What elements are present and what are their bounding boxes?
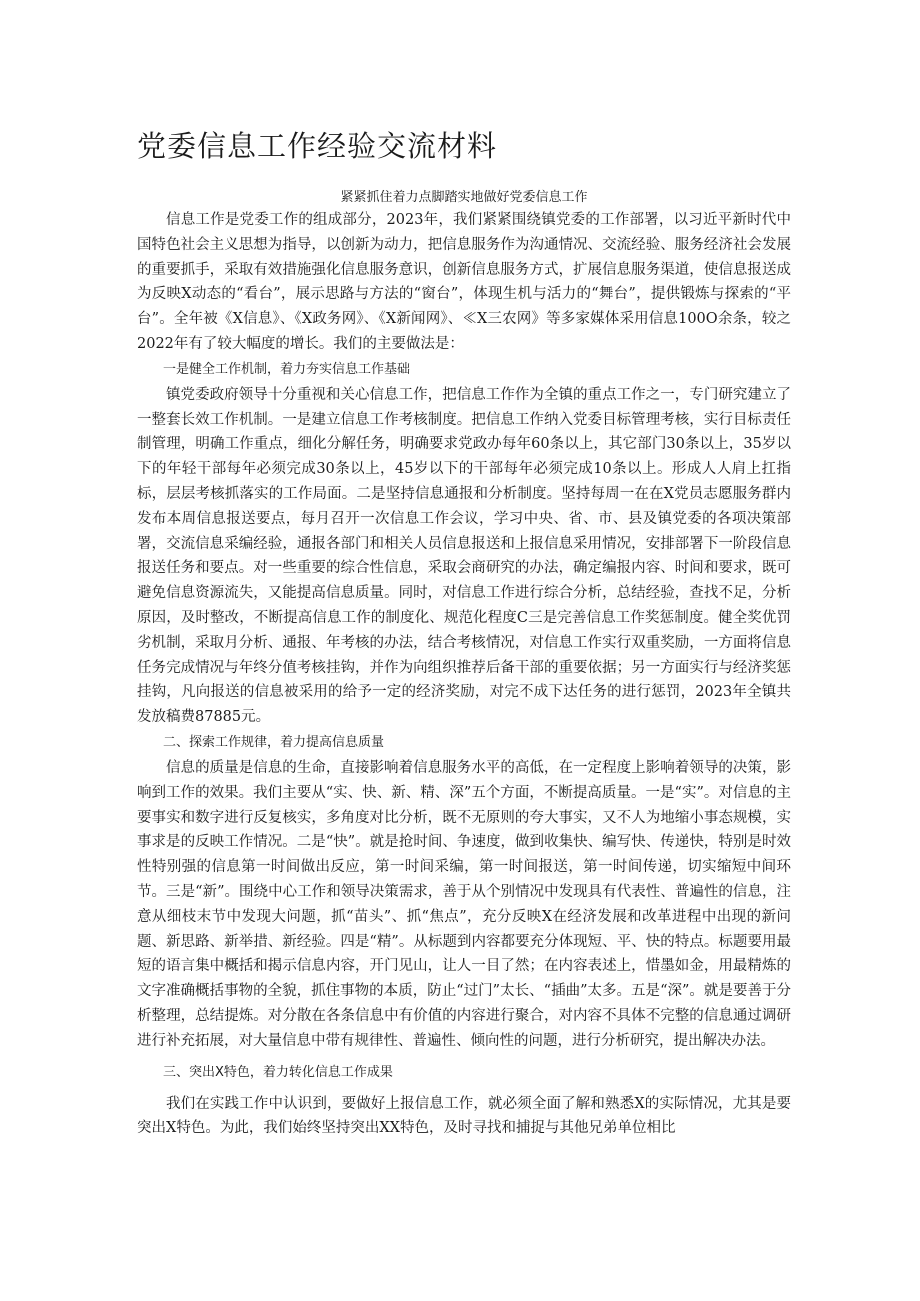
section-gap (137, 1054, 791, 1060)
section-2-heading: 二、探索工作规律，着力提高信息质量 (163, 734, 385, 750)
section-1-heading: 一是健全工作机制，着力夯实信息工作基础 (163, 361, 411, 377)
section-2-paragraph: 信息的质量是信息的生命，直接影响着信息服务水平的高低，在一定程度上影响着领导的决策，影响到工作的效果。我们主要从“实、快、新、精、深”五个方面，不断提高质量。一是“实”。对信息的主要事实和数字进行反复核实，多角度对比分析，既不无原则的夸大事实，又不人为地缩小事态规模，实事求是的反映工作情况。二是“快”。就是抢时间、争速度，做到收集快、编写快、传递快，特别是时效性特别强的信息第一时间做出反应，第一时间采编，第一时间报送，第一时间传递，切实缩短中间环节。三是“新”。围绕中心工作和领导决策需求，善于从个别情况中发现具有代表性、普遍性的信息，注意从细枝末节中发现大问题，抓“苗头”、抓“焦点”，充分反映X在经济发展和改革进程中出现的新问题、新思路、新举措、新经验。四是“精”。从标题到内容都要充分体现短、平、快的特点。标题要用最短的语言集中概括和揭示信息内容，开门见山，让人一目了然；在内容表述上，惜墨如金，用最精炼的文字准确概括事物的全貌，抓住事物的本质，防止“过门”太长、“插曲”太多。五是“深”。就是要善于分析整理，总结提炼。对分散在各条信息中有价值的内容进行聚合，对内容不具体不完整的信息通过调研进行补充拓展，对大量信息中带有规律性、普遍性、倾向性的问题，进行分析研究，提出解决办法。 (137, 759, 791, 1049)
document-subtitle: 紧紧抓住着力点脚踏实地做好党委信息工作 (340, 190, 588, 205)
document-body (137, 208, 791, 1141)
section-3-heading: 三、突出X特色，着力转化信息工作成果 (163, 1064, 393, 1080)
document-title: 党委信息工作经验交流材料 (137, 129, 498, 163)
intro-paragraph: 信息工作是党委工作的组成部分，2023年，我们紧紧围绕镇党委的工作部署，以习近平新时代中国特色社会主义思想为指导，以创新为动力，把信息服务作为沟通情况、交流经验、服务经济社会发展的重要抓手，采取有效措施强化信息服务意识，创新信息服务方式，扩展信息服务渠道，使信息报送成为反映X动态的“看台”，展示思路与方法的“窗台”，体现生机与活力的“舞台”，提供锻炼与探索的“平台”。全年被《X信息》、《X政务网》、《X新闻网》、≪X三农网》等多家媒体采用信息100O余条，较之2022年有了较大幅度的增长。我们的主要做法是： (137, 212, 791, 352)
section-3-paragraph: 我们在实践工作中认识到，要做好上报信息工作，就必须全面了解和熟悉X的实际情况，尤其是要突出X特色。为此，我们始终坚持突出XX特色，及时寻找和捕捉与其他兄弟单位相比 (137, 1095, 791, 1137)
section-1-paragraph: 镇党委政府领导十分重视和关心信息工作，把信息工作作为全镇的重点工作之一，专门研究建立了一整套长效工作机制。一是建立信息工作考核制度。把信息工作纳入党委目标管理考核，实行目标责任制管理，明确工作重点，细化分解任务，明确要求党政办每年60条以上，其它部门30条以上，35岁以下的年轻干部每年必须完成30条以上，45岁以下的干部每年必须完成10条以上。形成人人肩上扛指标，层层考核抓落实的工作局面。二是坚持信息通报和分析制度。坚持每周一在在X党员志愿服务群内发布本周信息报送要点，每月召开一次信息工作会议，学习中央、省、市、县及镇党委的各项决策部署，交流信息采编经验，通报各部门和相关人员信息报送和上报信息采用情况，安排部署下一阶段信息报送任务和要点。对一些重要的综合性信息，采取会商研究的办法，确定编报内容、时间和要求，既可避免信息资源流失，又能提高信息质量。同时，对信息工作进行综合分析，总结经验，查找不足，分析原因，及时整改，不断提高信息工作的制度化、规范化程度C三是完善信息工作奖惩制度。健全奖优罚劣机制，采取月分析、通报、年考核的办法，结合考核情况，对信息工作实行双重奖励，一方面将信息任务完成情况与年终分值考核挂钩，并作为向组织推荐后备干部的重要依据；另一方面实行与经济奖惩挂钩，凡向报送的信息被采用的给予一定的经济奖励，对完不成下达任务的进行惩罚，2023年全镇共发放稿费87885元。 (137, 386, 791, 726)
